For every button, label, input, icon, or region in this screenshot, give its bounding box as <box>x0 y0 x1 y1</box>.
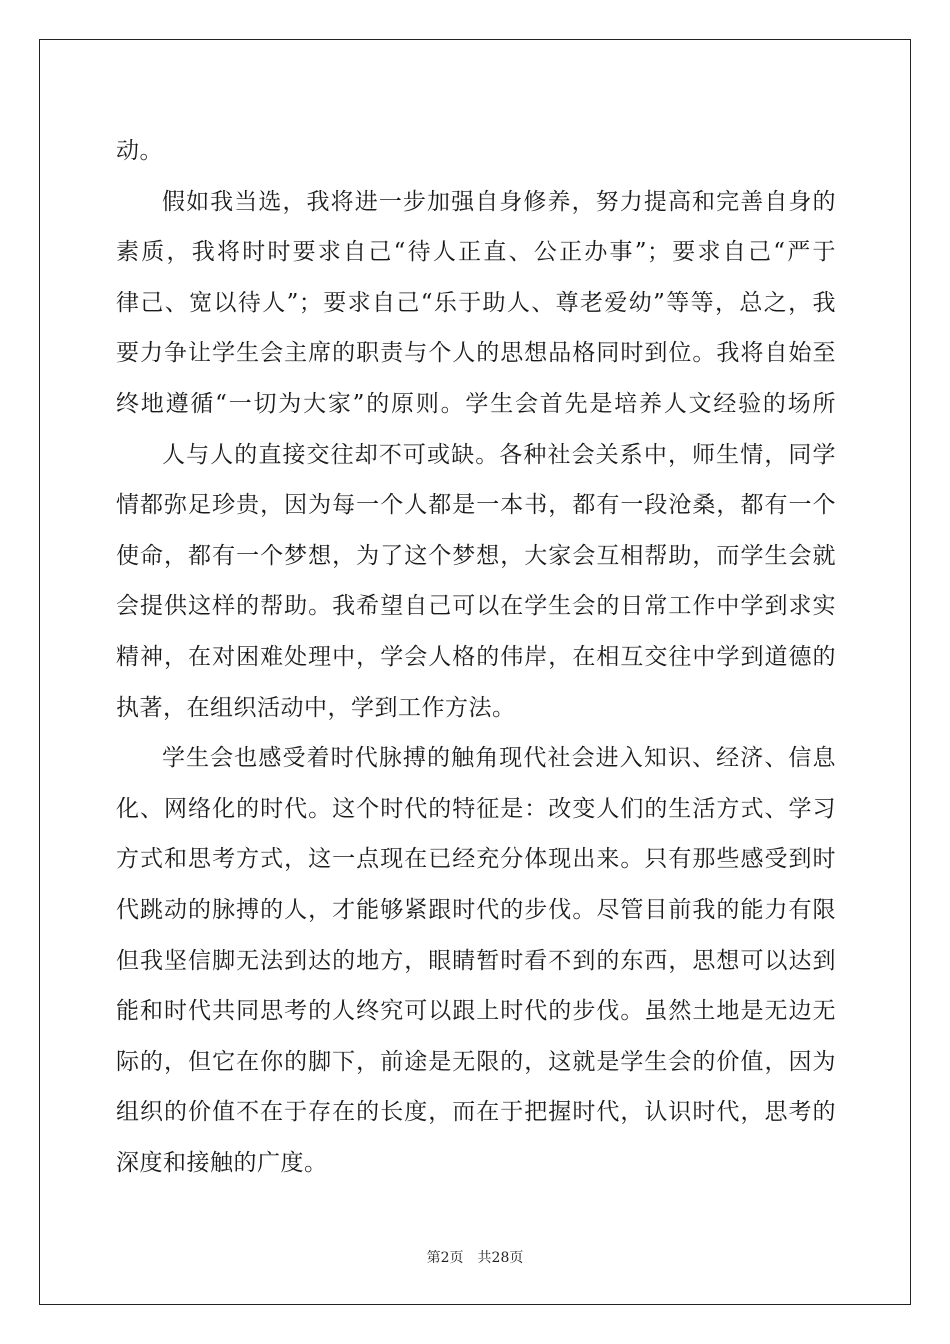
paragraph-first-line: 假如我当选，我将进一步加强自身修养，努力提高和完善自身的 <box>162 188 836 215</box>
text-line: 要力争让学生会主席的职责与个人的思想品格同时到位。我将自始至 <box>116 340 836 367</box>
text-line: 执著，在组织活动中，学到工作方法。 <box>116 694 516 721</box>
text-line: 深度和接触的广度。 <box>116 1149 328 1176</box>
paragraph-first-line: 人与人的直接交往却不可或缺。各种社会关系中，师生情，同学 <box>162 441 836 468</box>
text-line: 动。 <box>116 138 163 164</box>
text-line: 律己、宽以待人”；要求自己“乐于助人、尊老爱幼”等等，总之，我 <box>116 289 836 316</box>
text-line: 化、网络化的时代。这个时代的特征是：改变人们的生活方式、学习 <box>116 795 836 822</box>
text-line: 方式和思考方式，这一点现在已经充分体现出来。只有那些感受到时 <box>116 846 836 873</box>
text-line: 情都弥足珍贵，因为每一个人都是一本书，都有一段沧桑，都有一个 <box>116 492 836 519</box>
text-line: 但我坚信脚无法到达的地方，眼睛暂时看不到的东西，思想可以达到 <box>116 947 836 974</box>
page-number: 第2页 共28页 <box>426 1250 524 1266</box>
text-line: 精神，在对困难处理中，学会人格的伟岸，在相互交往中学到道德的 <box>116 643 836 670</box>
paragraph-first-line: 学生会也感受着时代脉搏的触角现代社会进入知识、经济、信息 <box>162 745 836 772</box>
text-line: 使命，都有一个梦想，为了这个梦想，大家会互相帮助，而学生会就 <box>116 542 836 569</box>
text-line: 代跳动的脉搏的人，才能够紧跟时代的步伐。尽管目前我的能力有限 <box>116 896 836 923</box>
text-line: 能和时代共同思考的人终究可以跟上时代的步伐。虽然土地是无边无 <box>116 998 836 1025</box>
document-body <box>116 126 836 1188</box>
text-line: 会提供这样的帮助。我希望自己可以在学生会的日常工作中学到求实 <box>116 593 836 620</box>
text-line: 际的，但它在你的脚下，前途是无限的，这就是学生会的价值，因为 <box>116 1048 836 1075</box>
text-line: 素质，我将时时要求自己“待人正直、公正办事”；要求自己“严于 <box>116 239 836 266</box>
text-line: 终地遵循“一切为大家”的原则。学生会首先是培养人文经验的场所 <box>116 390 836 417</box>
text-line: 组织的价值不在于存在的长度，而在于把握时代，认识时代，思考的 <box>116 1099 836 1126</box>
